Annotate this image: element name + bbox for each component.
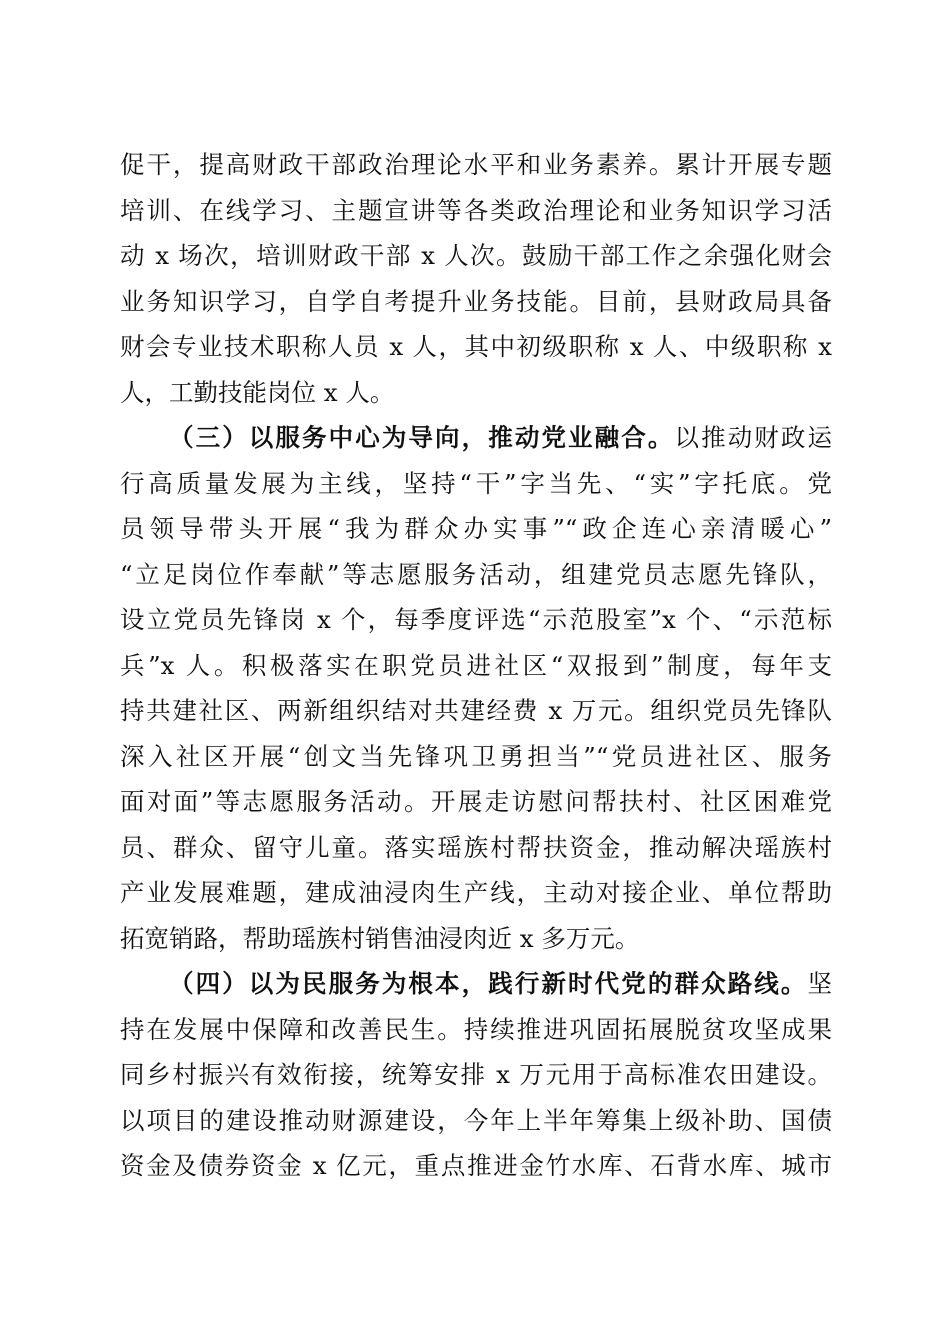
- paragraph-2-line-2: 行高质量发展为主线，坚持“干”字当先、“实”字托底。党: [120, 468, 832, 498]
- paragraph-2-line-1-rest: 以推动财政运: [674, 423, 833, 452]
- paragraph-3-line-1: [120, 961, 832, 1007]
- paragraph-2-line-3: 员领导带头开展“我为群众办实事”“政企连心亲清暖心”: [120, 514, 832, 543]
- paragraph-1-line-1: 促干，提高财政干部政治理论水平和业务素养。累计开展专题: [120, 150, 832, 179]
- paragraph-2-line-6: 兵”x 人。积极落实在职党员进社区“双报到”制度，每年支: [120, 650, 832, 680]
- paragraph-3-line-1-rest: 坚: [807, 969, 832, 998]
- document-body: [120, 142, 832, 1189]
- paragraph-2-line-7: 持共建社区、两新组织结对共建经费 x 万元。组织党员先锋队: [120, 696, 832, 725]
- paragraph-1-line-6: 人，工勤技能岗位 x 人。: [120, 377, 395, 407]
- paragraph-2-line-5: 设立党员先锋岗 x 个，每季度评选“示范股室”x 个、“示范标: [120, 605, 832, 634]
- paragraph-1-line-2: 培训、在线学习、主题宣讲等各类政治理论和业务知识学习活: [120, 195, 832, 225]
- paragraph-2-line-4: “立足岗位作奉献”等志愿服务活动，组建党员志愿先锋队，: [120, 559, 832, 589]
- paragraph-3-line-5: 资金及债券资金 x 亿元，重点推进金竹水库、石背水库、城市: [120, 1151, 832, 1180]
- paragraph-2-line-8: 深入社区开展“创文当先锋巩卫勇担当”“党员进社区、服务: [120, 741, 832, 771]
- paragraph-1-line-4: 业务知识学习，自学自考提升业务技能。目前，县财政局具备: [120, 286, 832, 316]
- paragraph-3-line-3: 同乡村振兴有效衔接，统筹安排 x 万元用于高标准农田建设。: [120, 1060, 832, 1089]
- paragraph-2-line-12: 拓宽销路，帮助瑶族村销售油浸肉近 x 多万元。: [120, 923, 640, 953]
- paragraph-2-line-11: 产业发展难题，建成油浸肉生产线，主动对接企业、单位帮助: [120, 878, 832, 907]
- section-heading-3: （三）以服务中心为导向，推动党业融合。: [169, 423, 675, 452]
- paragraph-1-line-5: 财会专业技术职称人员 x 人，其中初级职称 x 人、中级职称 x: [120, 332, 832, 361]
- paragraph-2-line-1: [120, 415, 832, 461]
- paragraph-2-line-10: 员、群众、留守儿童。落实瑶族村帮扶资金，推动解决瑶族村: [120, 832, 832, 862]
- paragraph-2-line-9: 面对面”等志愿服务活动。开展走访慰问帮扶村、社区困难党: [120, 787, 832, 816]
- paragraph-1-line-3: 动 x 场次，培训财政干部 x 人次。鼓励干部工作之余强化财会: [120, 241, 832, 270]
- paragraph-3-line-4: 以项目的建设推动财源建设，今年上半年筹集上级补助、国债: [120, 1105, 832, 1135]
- paragraph-3-line-2: 持在发展中保障和改善民生。持续推进巩固拓展脱贫攻坚成果: [120, 1014, 832, 1044]
- section-heading-4: （四）以为民服务为根本，践行新时代党的群众路线。: [169, 969, 808, 998]
